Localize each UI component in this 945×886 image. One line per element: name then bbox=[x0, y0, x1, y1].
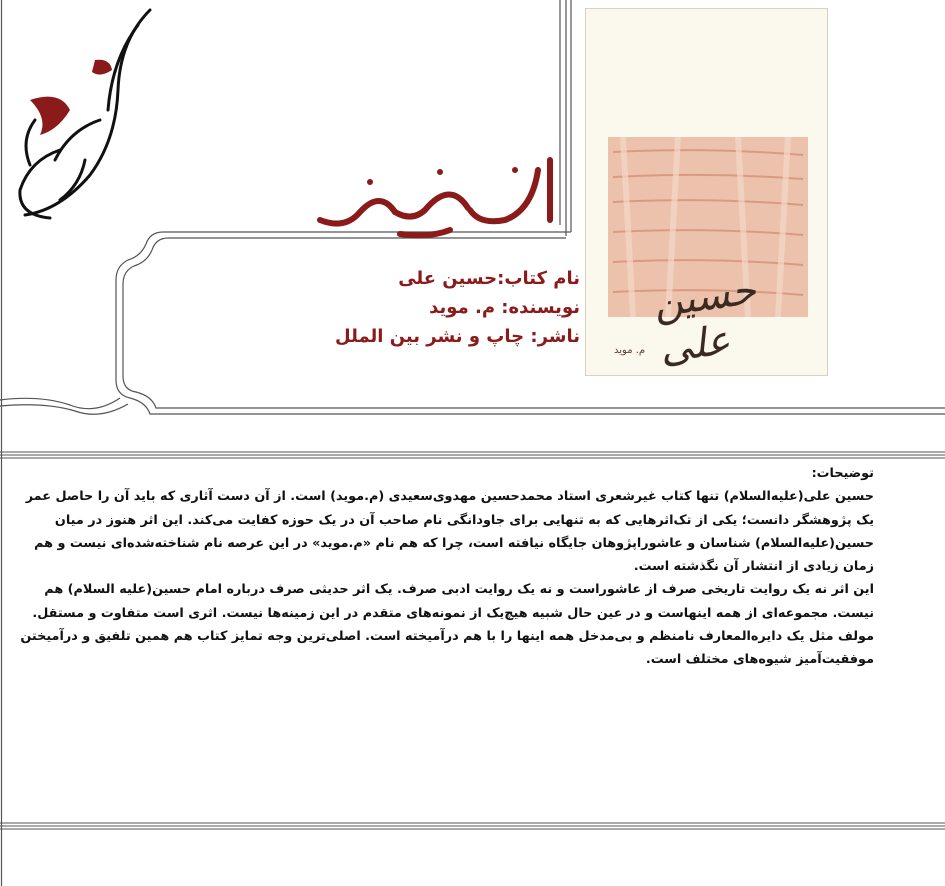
book-name-line: نام کتاب:حسین علی bbox=[398, 268, 580, 289]
description-heading: توضیحات: bbox=[811, 466, 874, 481]
book-cover-image bbox=[585, 8, 828, 376]
book-info bbox=[300, 264, 580, 351]
publisher-line: ناشر: چاپ و نشر بین الملل bbox=[335, 326, 580, 347]
description-paragraph-2: این اثر نه یک روایت تاریخی صرف از عاشوراست و نه یک روایت ادبی صرف. یک اثر حدیثی صرف درباره امام حسین(علیه السلام) هم نیست. مجموعه‌ای از همه اینهاست و در عین حال شبیه هیچ‌یک از نمونه‌های متقدم در این زمینه‌ها نیست. اثری است متفاوت و مستقل. مولف مثل یک دایره‌المعارف نامنظم و بی‌مدخل همه اینها را با هم درآمیخته است. اصلی‌ترین وجه تمایز کتاب هم همین تلفیق و درآمیختن موفقیت‌آمیز شیوه‌های مختلف است. bbox=[20, 582, 874, 668]
description bbox=[20, 462, 874, 672]
title-calligraphy bbox=[300, 150, 560, 245]
cover-author: م. موید bbox=[614, 345, 646, 356]
cover-title: حسین علی bbox=[650, 267, 759, 373]
author-line: نویسنده: م. موید bbox=[429, 297, 580, 318]
description-paragraph-1: حسین علی(علیه‌السلام) تنها کتاب غیرشعری استاد محمدحسین مهدوی‌سعیدی (م.موید) است. از آن دست آثاری که باید آن را حاصل عمر یک پژوهشگر دانست؛ یکی از تک‌اثرهایی که به تنهایی برای جاودانگی نام صاحب آن در یک حوزه کفایت می‌کند. این اثر هنوز در میان حسین(علیه‌السلام) شناسان و عاشوراپژوهان جایگاه نیافته است، چرا که هم نام «م.موید» در این عرصه نام شناخته‌شده‌ای نیست و هم زمان زیادی از انتشار آن نگذشته است. bbox=[25, 489, 874, 575]
calligraphy-logo bbox=[0, 0, 170, 240]
